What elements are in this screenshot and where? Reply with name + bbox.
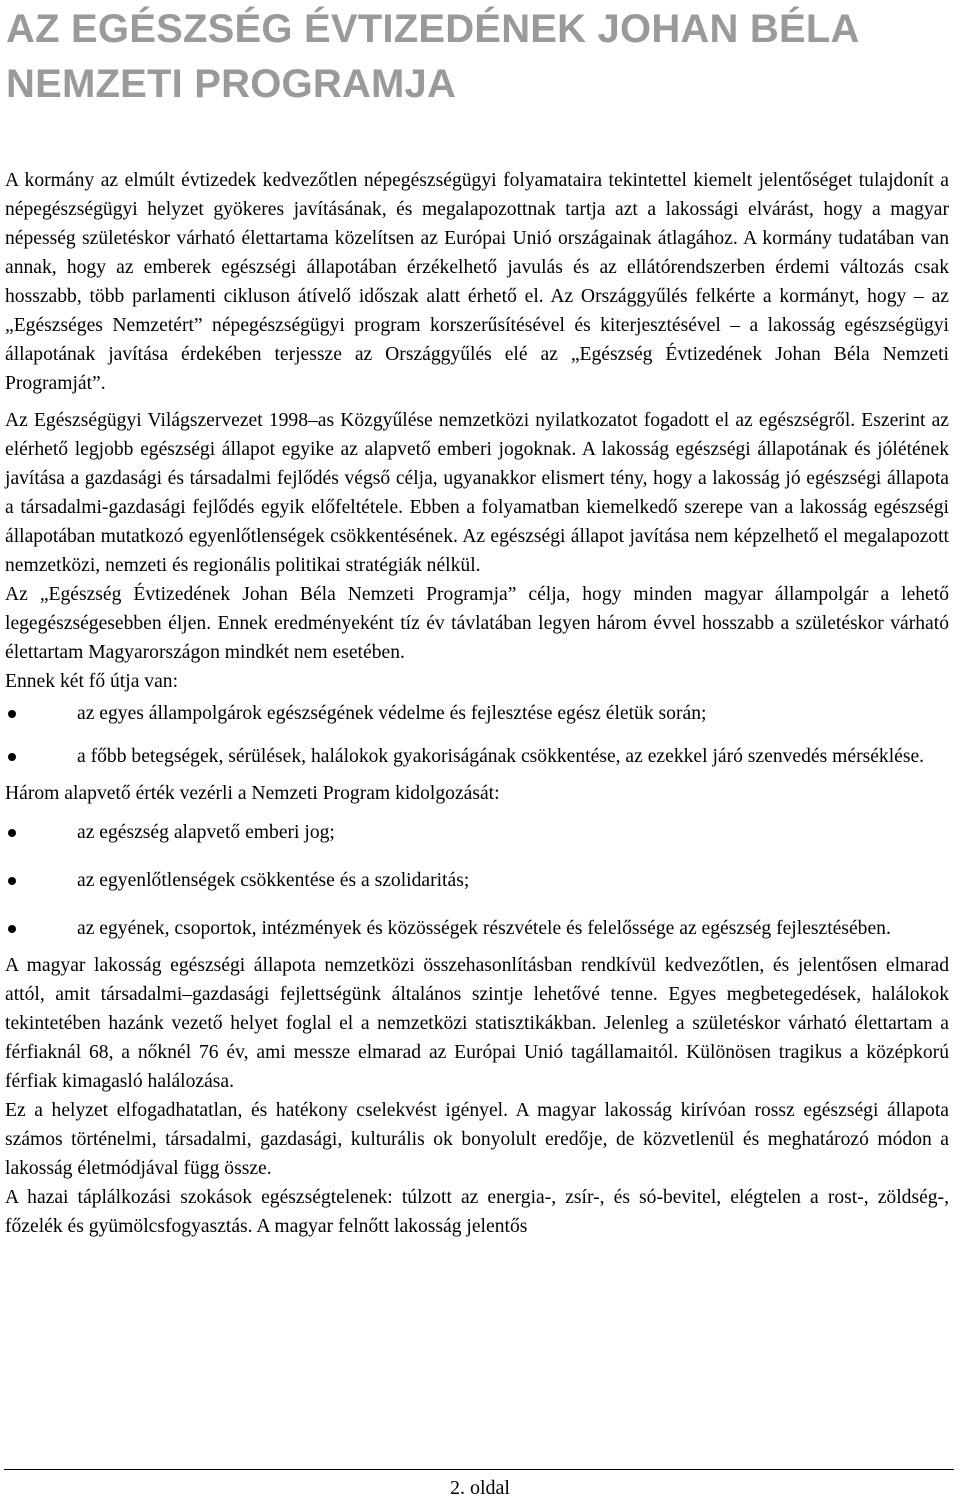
list-item-text: az egyenlőtlenségek csökkentése és a szolidaritás; xyxy=(77,870,470,891)
paragraph-goal: Az „Egészség Évtizedének Johan Béla Nemzeti Programja” célja, hogy minden magyar állampolgár a lehető legegészségesebben éljen. Ennek eredményeként tíz év távlatában legyen három évvel hosszabb a születéskor várható élettartam Magyarországon mindkét nem esetében. xyxy=(5,584,949,663)
values-list xyxy=(5,818,949,943)
list-item xyxy=(5,818,949,847)
paragraph-who: Az Egészségügyi Világszervezet 1998–as Közgyűlése nemzetközi nyilatkozatot fogadott el az egészségről. Eszerint az elérhető legjobb egészségi állapot egyike az alapvető emberi jogoknak. A lakosság egészségi állapotának és jólétének javítása a gazdasági és társadalmi fejlődés végső célja, ugyanakkor elismert tény, hogy a lakosság jó egészségi állapota a társadalmi-gazdasági fejlődés egyik előfeltétele. Ebben a folyamatban kiemelkedő szerepe van a lakosság egészségi állapotában mutatkozó egyenlőtlenségek csökkentésének. Az egészségi állapot javítása nem képzelhető el megalapozott nemzetközi, nemzeti és regionális politikai stratégiák nélkül. xyxy=(5,410,949,576)
paragraph-ways-intro: Ennek két fő útja van: xyxy=(5,671,179,692)
paragraph-values-intro: Három alapvető érték vezérli a Nemzeti Program kidolgozását: xyxy=(5,783,500,804)
list-item-text: a főbb betegségek, sérülések, halálokok gyakoriságának csökkentése, az ezekkel járó szenvedés mérséklése. xyxy=(77,746,925,767)
list-item xyxy=(5,866,949,895)
footer-divider xyxy=(4,1469,954,1470)
page-title: AZ EGÉSZSÉG ÉVTIZEDÉNEK JOHAN BÉLA NEMZETI PROGRAMJA xyxy=(6,7,859,106)
document-body xyxy=(5,166,949,1241)
paragraph-action: Ez a helyzet elfogadhatatlan, és hatékony cselekvést igényel. A magyar lakosság kirívóan rossz egészségi állapota számos történelmi, társadalmi, gazdasági, kulturális ok bonyolult eredője, de közvetlenül és meghatározó módon a lakosság életmódjával függ össze. xyxy=(5,1100,949,1179)
ways-list xyxy=(5,699,949,771)
page-number: 2. oldal xyxy=(450,1477,510,1499)
paragraph-nutrition: A hazai táplálkozási szokások egészségtelenek: túlzott az energia-, zsír-, és só-bevitel, elégtelen a rost-, zöldség-, főzelék és gyümölcsfogyasztás. A magyar felnőtt lakosság jelentős xyxy=(5,1187,949,1237)
list-item-text: az egyének, csoportok, intézmények és közösségek részvétele és felelőssége az egészség fejlesztésében. xyxy=(77,918,891,939)
list-item xyxy=(5,914,949,943)
paragraph-situation: A magyar lakosság egészségi állapota nemzetközi összehasonlításban rendkívül kedvezőtlen, és jelentősen elmarad attól, amit társadalmi–gazdasági fejlettségünk általános szintje lehetővé tenne. Egyes megbetegedések, halálokok tekintetében hazánk vezető helyet foglal el a nemzetközi statisztikákban. Jelenleg a születéskor várható élettartam a férfiaknál 68, a nőknél 76 év, ami messze elmarad az Európai Unió tagállamaitól. Különösen tragikus a középkorú férfiak kimagasló halálozása. xyxy=(5,955,949,1092)
list-item-text: az egészség alapvető emberi jog; xyxy=(77,822,335,843)
list-item-text: az egyes állampolgárok egészségének védelme és fejlesztése egész életük során; xyxy=(77,703,707,724)
paragraph-intro: A kormány az elmúlt évtizedek kedvezőtlen népegészségügyi folyamataira tekintettel kiemelt jelentőséget tulajdonít a népegészségügyi helyzet gyökeres javításának, és megalapozottnak tartja azt a lakossági elvárást, hogy a magyar népesség születéskor várható élettartama közelítsen az Európai Unió országainak átlagához. A kormány tudatában van annak, hogy az emberek egészségi állapotában érzékelhető javulás és az ellátórendszerben érdemi változás csak hosszabb, több parlamenti cikluson átívelő időszak alatt érhető el. Az Országgyűlés felkérte a kormányt, hogy – az „Egészséges Nemzetért” népegészségügyi program korszerűsítésével és kiterjesztésével – a lakosság egészségügyi állapotának javítása érdekében terjessze az Országgyűlés elé az „Egészség Évtizedének Johan Béla Nemzeti Programját”. xyxy=(5,170,949,394)
list-item xyxy=(5,699,949,728)
list-item xyxy=(5,742,949,771)
